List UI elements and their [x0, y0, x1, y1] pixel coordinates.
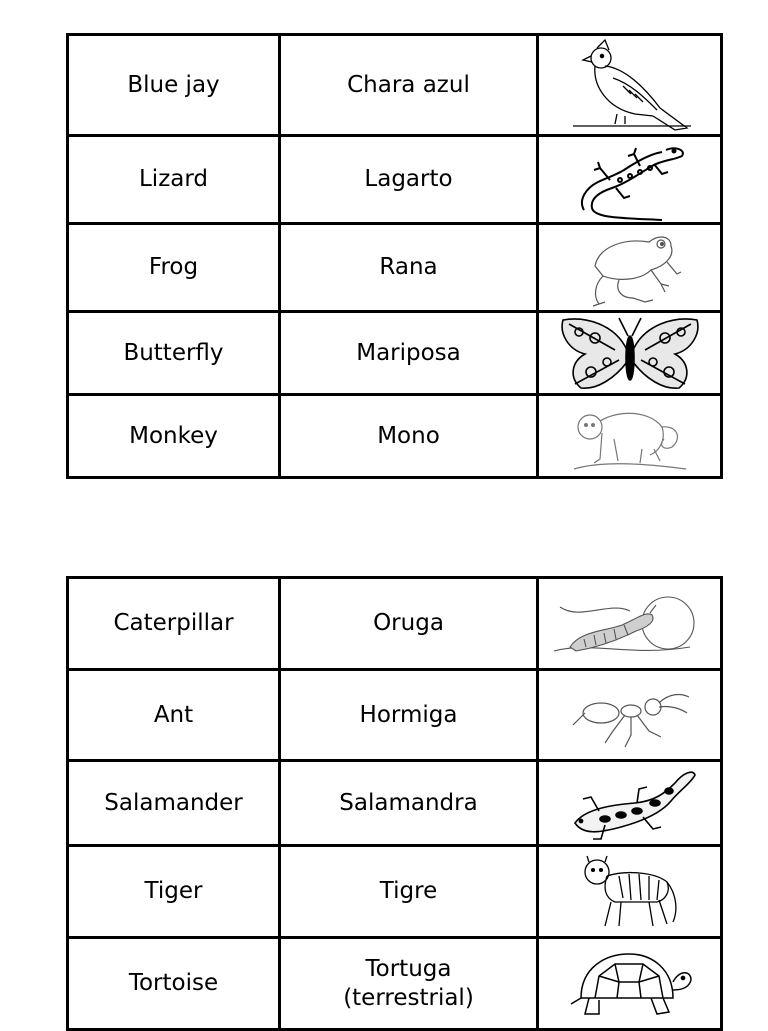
- english-word: Butterfly: [68, 312, 280, 395]
- spanish-word: Mariposa: [280, 312, 538, 395]
- vocabulary-table-2: [66, 576, 723, 1031]
- english-word: Tortoise: [68, 938, 280, 1030]
- animal-picture: [538, 670, 722, 761]
- animal-picture: [538, 35, 722, 136]
- animal-picture: [538, 578, 722, 670]
- spanish-word: Rana: [280, 224, 538, 312]
- english-word: Salamander: [68, 761, 280, 846]
- table-row: [68, 395, 722, 478]
- spanish-word: [280, 938, 538, 1030]
- frog-icon: [575, 226, 685, 310]
- table-row: [68, 136, 722, 224]
- table-row: [68, 846, 722, 938]
- animal-picture: [538, 395, 722, 478]
- animal-picture: [538, 846, 722, 938]
- table-row: [68, 761, 722, 846]
- english-word: Monkey: [68, 395, 280, 478]
- english-word: Ant: [68, 670, 280, 761]
- vocabulary-table-1: [66, 33, 723, 479]
- ant-icon: [565, 673, 695, 757]
- english-word: Lizard: [68, 136, 280, 224]
- animal-picture: [538, 938, 722, 1030]
- blue-jay-icon: [565, 38, 695, 132]
- table-row: [68, 224, 722, 312]
- table-row: [68, 670, 722, 761]
- english-word: Blue jay: [68, 35, 280, 136]
- tiger-icon: [575, 852, 685, 932]
- english-word: Frog: [68, 224, 280, 312]
- lizard-icon: [570, 138, 690, 222]
- spanish-word: Mono: [280, 395, 538, 478]
- animal-picture: [538, 761, 722, 846]
- caterpillar-icon: [550, 581, 710, 667]
- table-row: [68, 312, 722, 395]
- spanish-word-line-1: Tortuga: [365, 955, 452, 982]
- english-word: Caterpillar: [68, 578, 280, 670]
- table-row: [68, 35, 722, 136]
- spanish-word: Tigre: [280, 846, 538, 938]
- butterfly-icon: [555, 314, 705, 392]
- animal-picture: [538, 136, 722, 224]
- table-row: [68, 938, 722, 1030]
- salamander-icon: [555, 763, 705, 843]
- spanish-word: Lagarto: [280, 136, 538, 224]
- animal-picture: [538, 312, 722, 395]
- animal-picture: [538, 224, 722, 312]
- english-word: Tiger: [68, 846, 280, 938]
- monkey-icon: [570, 399, 690, 473]
- spanish-word: Oruga: [280, 578, 538, 670]
- table-row: [68, 578, 722, 670]
- spanish-word: Salamandra: [280, 761, 538, 846]
- spanish-word: Hormiga: [280, 670, 538, 761]
- tortoise-icon: [565, 942, 695, 1026]
- spanish-word: Chara azul: [280, 35, 538, 136]
- spanish-word-line-2: (terrestrial): [343, 984, 474, 1011]
